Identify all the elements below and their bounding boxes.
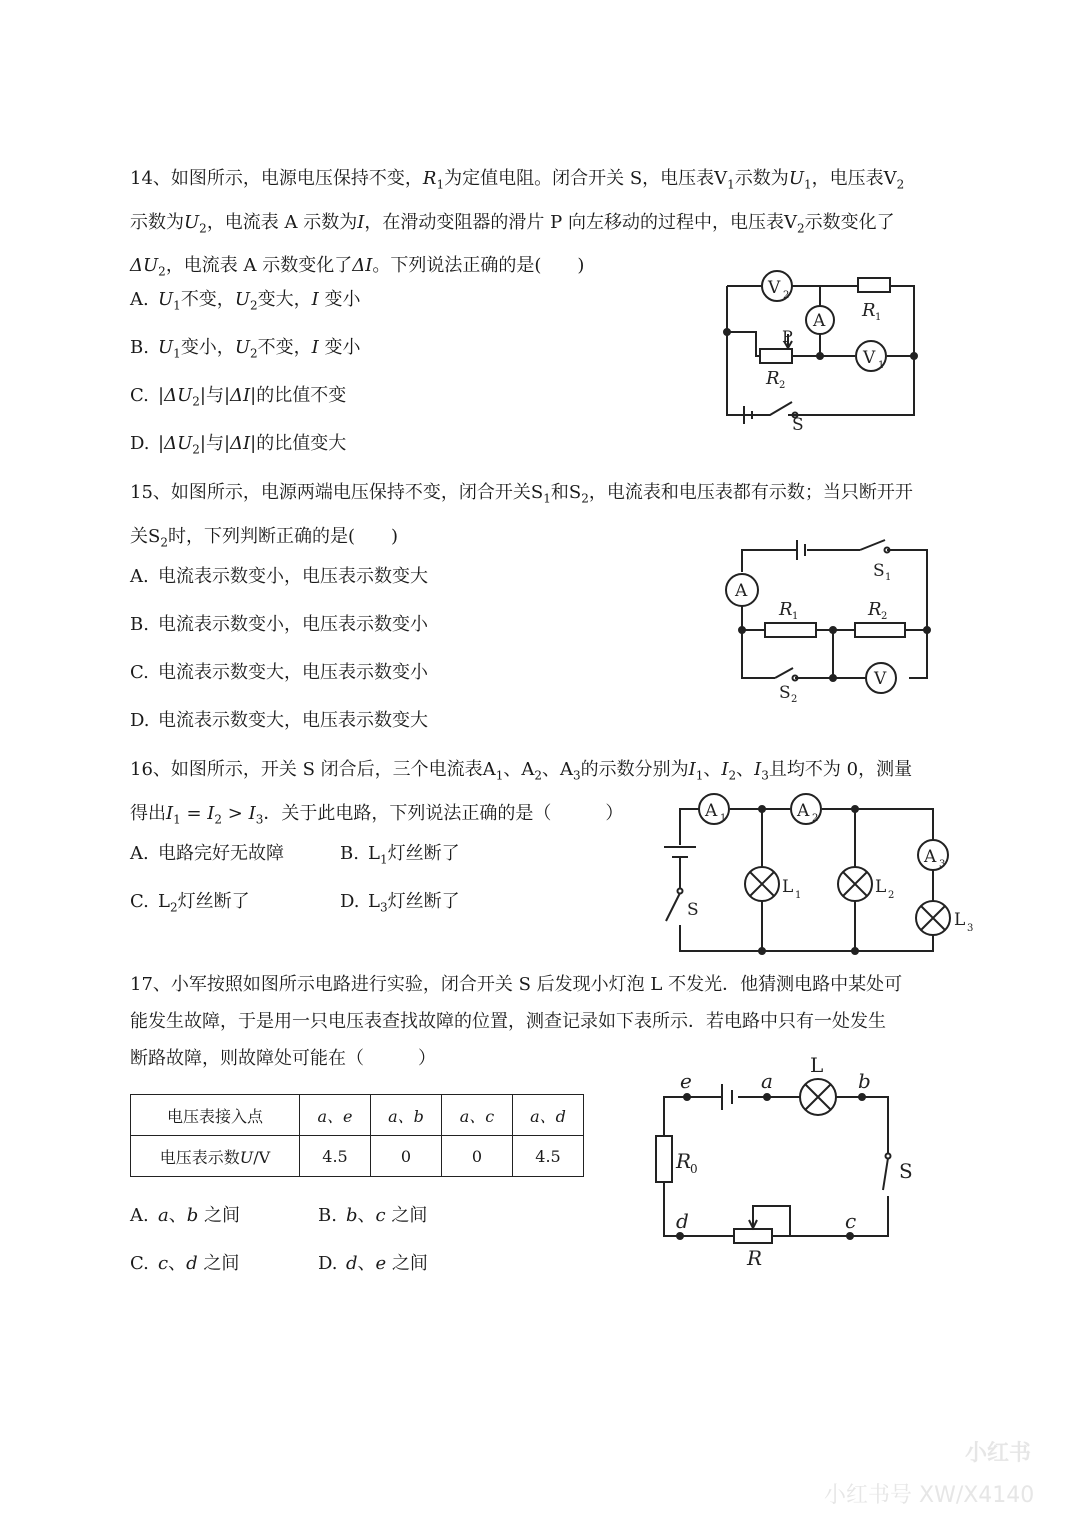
table-row-label: 电压表示数U/V [131,1136,300,1177]
table-row [131,1136,584,1177]
svg-text:2: 2 [888,890,895,901]
svg-text:e: e [680,1069,692,1093]
q15-option-d[interactable]: D. 电流表示数变大，电压表示数变大 [130,710,428,731]
table-header-label: 电压表接入点 [131,1095,300,1136]
q14-option-d[interactable]: D. $|\Delta U_2|$与|ΔI|的比值变大 [130,433,347,457]
q16-option-a[interactable]: A. 电路完好无故障 [130,843,284,864]
svg-text:2: 2 [791,694,798,705]
watermark-logo: 小红书 [965,1441,1032,1466]
svg-text:V: V [874,669,887,689]
q17-option-d[interactable]: D. d、e 之间 [318,1253,428,1274]
svg-text:A: A [924,847,937,867]
q14-option-c[interactable]: C. $|\Delta U_2|$与|ΔI|的比值不变 [130,385,347,409]
svg-text:L: L [810,1053,824,1077]
svg-text:R: R [766,368,780,389]
rheostat-r2-symbol [760,349,792,363]
table-header-cell: a、c [442,1095,513,1136]
q16-option-d[interactable]: D. $L_3$灯丝断了 [340,891,460,915]
svg-text:S: S [779,683,791,703]
switch-s2-symbol [775,668,793,678]
svg-text:3: 3 [967,923,974,934]
q16-stem: 16、如图所示，开关 S 闭合后，三个电流表$A_1$、$A_2$、$A_3$的示数分别为$I_1$、$I_2$、$I_3$且均不为 0，测量 得出$I_1 = I_2 > I_3$．关于此电路，下列说法正确的是（ ） [130,759,913,827]
q16-option-b[interactable]: B. $L_1$灯丝断了 [340,843,460,867]
q15-stem: 15、如图所示，电源两端电压保持不变，闭合开关$S_1$和$S_2$，电流表和电压表都有示数；当只断开开 关$S_2$时，下列判断正确的是( ) [130,482,913,550]
svg-text:c: c [845,1209,857,1233]
svg-text:A: A [797,801,810,821]
table-cell: 4.5 [300,1136,371,1177]
svg-text:S: S [687,900,699,920]
table-header-cell: a、d [513,1095,584,1136]
svg-text:A: A [813,311,826,331]
table-header-cell: a、e [300,1095,371,1136]
q15-option-c[interactable]: C. 电流表示数变大，电压表示数变小 [130,662,428,683]
svg-text:1: 1 [792,611,799,622]
svg-text:d: d [676,1209,689,1233]
q14-stem: 14、如图所示，电源电压保持不变，$R_1$为定值电阻。闭合开关 S，电压表$V_1$示数为$U_1$，电压表$V_2$ 示数为$U_2$，电流表 A 示数为I，在滑动变阻器的滑片 P 向左移动的过程中，电压表$V_2$示数变化了 $\Delta U_2$，电流表 A 示数变化了ΔI。下列说法正确的是( ) [130,168,905,279]
svg-text:L: L [782,877,794,897]
svg-text:2: 2 [783,290,790,301]
table-cell: 4.5 [513,1136,584,1177]
svg-text:2: 2 [779,380,786,391]
table-cell: 0 [442,1136,513,1177]
q17-stem: 17、小军按照如图所示电路进行实验，闭合开关 S 后发现小灯泡 L 不发光．他猜测电路中某处可 能发生故障，于是用一只电压表查找故障的位置，测查记录如下表所示．若电路中只有一处发生 断路故障，则故障处可能在（ ） [130,974,903,1069]
svg-text:R: R [747,1246,763,1270]
svg-text:A: A [735,581,748,601]
svg-text:S: S [899,1159,913,1183]
svg-text:R: R [676,1149,692,1173]
q14-option-b[interactable]: B. $U_1$变小，$U_2$不变，I 变小 [130,337,361,361]
q17-option-a[interactable]: A. a、b 之间 [130,1205,240,1226]
q14-option-a[interactable]: A. $U_1$不变，$U_2$变大，I 变小 [130,289,361,313]
q17-option-c[interactable]: C. c、d 之间 [130,1253,240,1274]
svg-text:L: L [954,910,966,930]
svg-text:V: V [863,348,876,368]
q17-circuit-diagram [640,1050,930,1275]
svg-text:b: b [858,1069,871,1093]
svg-text:2: 2 [812,813,819,824]
switch-s1-symbol [860,540,885,550]
svg-text:1: 1 [720,813,727,824]
watermark-id: 小红书号 XW/X4140 [824,1483,1035,1508]
resistor-r1-symbol [858,278,890,292]
svg-text:a: a [761,1069,773,1093]
svg-text:1: 1 [795,890,802,901]
table-header-cell: a、b [371,1095,442,1136]
svg-text:S: S [873,561,885,581]
resistor-r1-symbol [765,623,816,637]
q15-circuit-diagram [715,530,945,710]
q15-option-a[interactable]: A. 电流表示数变小，电压表示数变大 [130,566,428,587]
q17-record-table [130,1094,584,1177]
svg-text:R: R [862,300,876,321]
q16-circuit-diagram [650,785,985,960]
svg-text:3: 3 [939,859,946,870]
q16-option-c[interactable]: C. $L_2$灯丝断了 [130,891,250,915]
table-cell: 0 [371,1136,442,1177]
svg-text:0: 0 [690,1162,698,1176]
svg-text:L: L [875,877,887,897]
resistor-r2-symbol [855,623,905,637]
svg-text:R: R [779,599,793,620]
svg-text:1: 1 [885,572,892,583]
svg-text:2: 2 [881,611,888,622]
rheostat-r-symbol [734,1229,772,1243]
svg-text:V: V [768,278,781,298]
svg-text:A: A [705,801,718,821]
svg-text:1: 1 [875,312,882,323]
svg-text:P: P [782,327,793,346]
q17-option-b[interactable]: B. b、c 之间 [318,1205,428,1226]
svg-text:1: 1 [878,360,885,371]
switch-s-symbol [760,402,792,415]
svg-text:S: S [792,415,804,435]
q14-circuit-diagram [700,262,940,442]
svg-text:R: R [868,599,882,620]
resistor-r0-symbol [656,1136,672,1182]
q15-option-b[interactable]: B. 电流表示数变小，电压表示数变小 [130,614,428,635]
table-row [131,1095,584,1136]
